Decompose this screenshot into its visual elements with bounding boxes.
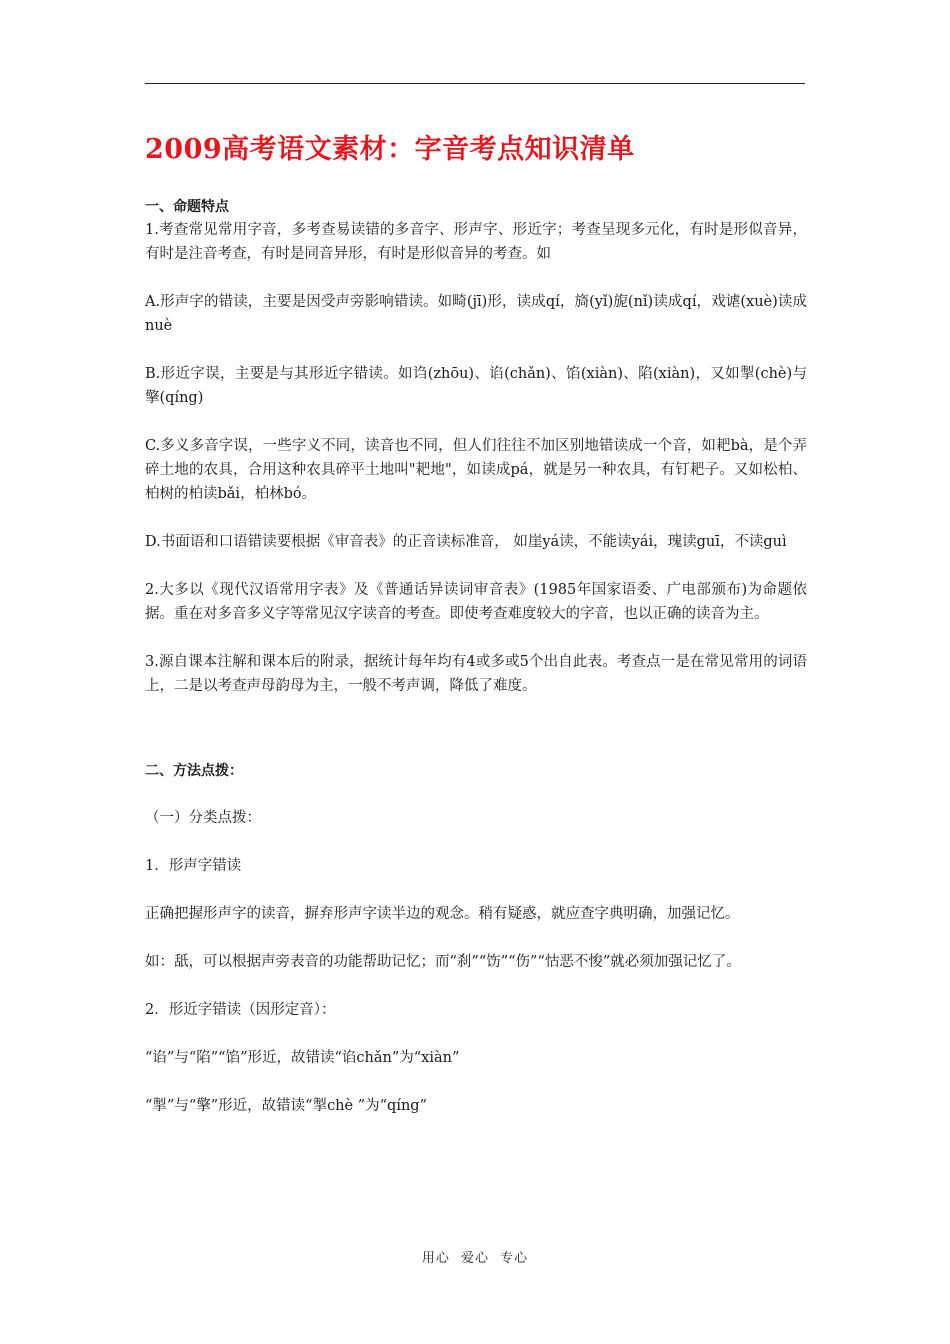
document-body [145,130,807,1118]
section-2-item-2-example-2: “掣”与“擎”形近，故错读“掣chè ”为“qíng” [145,1098,427,1114]
section-1-point-c: C.多义多音字误，一些字义不同，读音也不同，但人们往往不加区别地错读成一个音，如耙bà，是个弄碎土地的农具，合用这种农具碎平土地叫"耙地"，如读成pá，就是另一种农具，有钉耙子。又如松柏、柏树的柏读bǎi，柏林bó。 [145,438,807,502]
section-1-point-1: 1.考查常见常用字音，多考查易读错的多音字、形声字、形近字；考查呈现多元化，有时是形似音异，有时是注音考查，有时是同音异形，有时是形似音异的考查。如 [145,222,807,262]
section-1-point-b: B.形近字误，主要是与其形近字错读。如诌(zhōu)、谄(chǎn)、馅(xiàn)、陷(xiàn)，又如掣(chè)与擎(qíng) [145,366,807,406]
section-2-heading: 二、方法点拨： [145,763,243,779]
section-1-point-d: D.书面语和口语错读要根据《审音表》的正音读标准音， 如崖yá读，不能读yái，瑰读guī，不读guì [145,534,787,550]
section-1-point-2: 2.大多以《现代汉语常用字表》及《普通话异读词审音表》(1985年国家语委、广电部颁布)为命题依据。重在对多音多义字等常见汉字读音的考查。即使考查难度较大的字音，也以正确的读音为主。 [145,582,807,622]
section-2 [145,760,807,1118]
section-2-item-2-title: 2．形近字错读（因形定音）： [145,1002,336,1018]
page-footer: 用心 爱心 专心 [421,1251,529,1266]
section-2-subheading: （一）分类点拨： [145,810,261,826]
section-1-heading: 一、命题特点 [145,199,229,215]
section-2-item-1-example: 如：舐，可以根据声旁表音的功能帮助记忆；而“刹”“饬”“伤”“怙恶不悛”就必须加强记忆了。 [145,954,741,970]
section-2-item-1-title: 1．形声字错读 [145,858,242,874]
section-1-point-3: 3.源自课本注解和课本后的附录，据统计每年均有4或多或5个出自此表。考查点一是在常见常用的词语上，二是以考查声母韵母为主，一般不考声调，降低了难度。 [145,654,807,694]
section-2-item-2-example-1: “谄”与“陷”“馅”形近，故错读“谄chǎn”为“xiàn” [145,1050,460,1066]
section-1-point-a: A.形声字的错读，主要是因受声旁影响错读。如畸(jī)形，读成qí，旖(yǐ)旎(nǐ)读成qí，戏谑(xuè)读成nuè [145,294,807,334]
section-2-item-1-text: 正确把握形声字的读音，摒弃形声字读半边的观念。稍有疑惑，就应查字典明确，加强记忆。 [145,906,740,922]
page-title: 2009高考语文素材：字音考点知识清单 [145,134,635,165]
section-1 [145,196,807,698]
header-rule [145,83,805,84]
